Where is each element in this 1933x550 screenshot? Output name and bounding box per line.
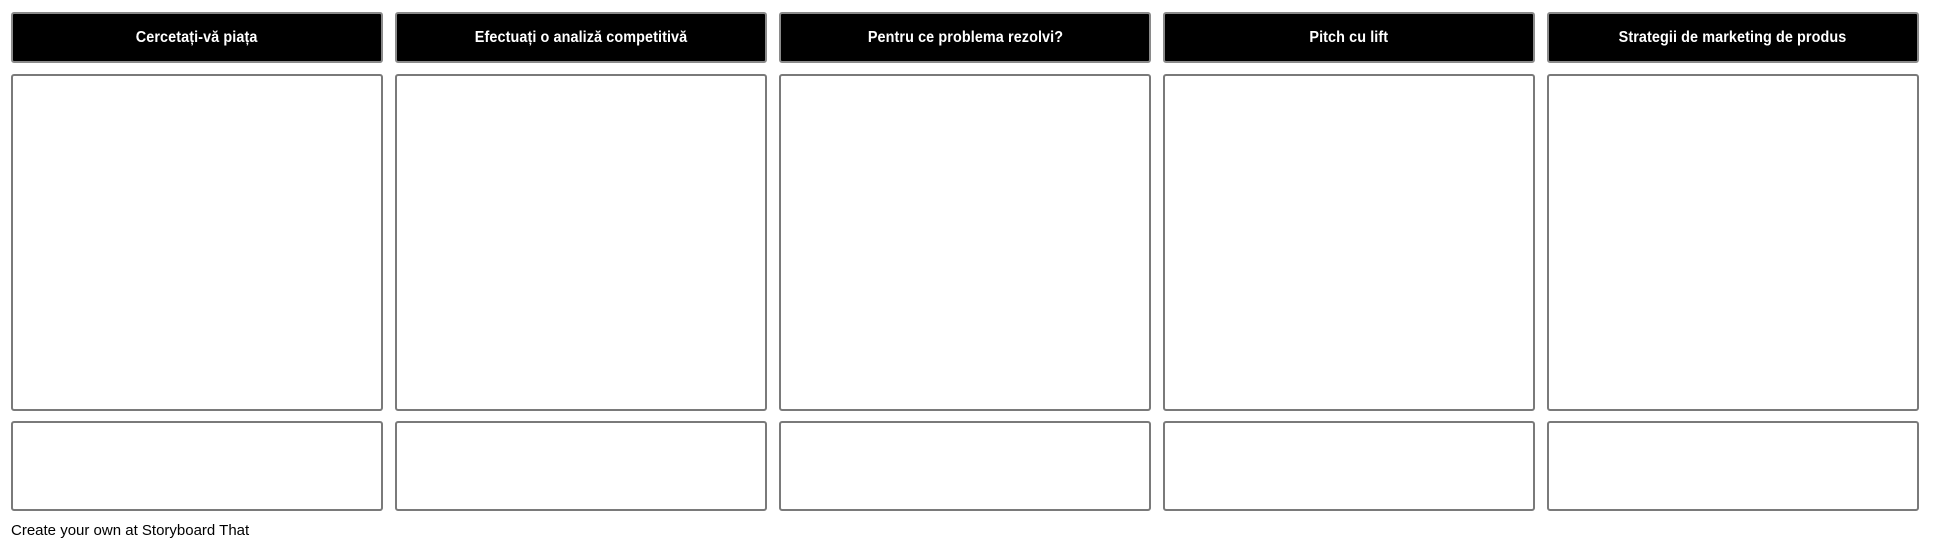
scene-cell-1[interactable]	[11, 74, 383, 411]
column-title-2: Efectuați o analiză competitivă	[474, 28, 688, 46]
column-header-4[interactable]	[1163, 12, 1535, 63]
description-cell-5[interactable]	[1547, 421, 1919, 511]
description-cell-2[interactable]	[395, 421, 767, 511]
column-header-1[interactable]	[11, 12, 383, 63]
scene-cell-5[interactable]	[1547, 74, 1919, 411]
column-title-1: Cercetați-vă piața	[136, 28, 258, 46]
scene-cell-3[interactable]	[779, 74, 1151, 411]
column-header-5[interactable]	[1547, 12, 1919, 63]
storyboard-that-credit[interactable]: Create your own at Storyboard That	[11, 522, 250, 539]
column-title-3: Pentru ce problema rezolvi?	[867, 28, 1063, 46]
column-title-5: Strategii de marketing de produs	[1619, 28, 1847, 46]
scene-cell-2[interactable]	[395, 74, 767, 411]
column-header-3[interactable]	[779, 12, 1151, 63]
column-title-4: Pitch cu lift	[1309, 28, 1389, 46]
description-cell-1[interactable]	[11, 421, 383, 511]
column-header-2[interactable]	[395, 12, 767, 63]
description-cell-4[interactable]	[1163, 421, 1535, 511]
description-cell-3[interactable]	[779, 421, 1151, 511]
scene-cell-4[interactable]	[1163, 74, 1535, 411]
